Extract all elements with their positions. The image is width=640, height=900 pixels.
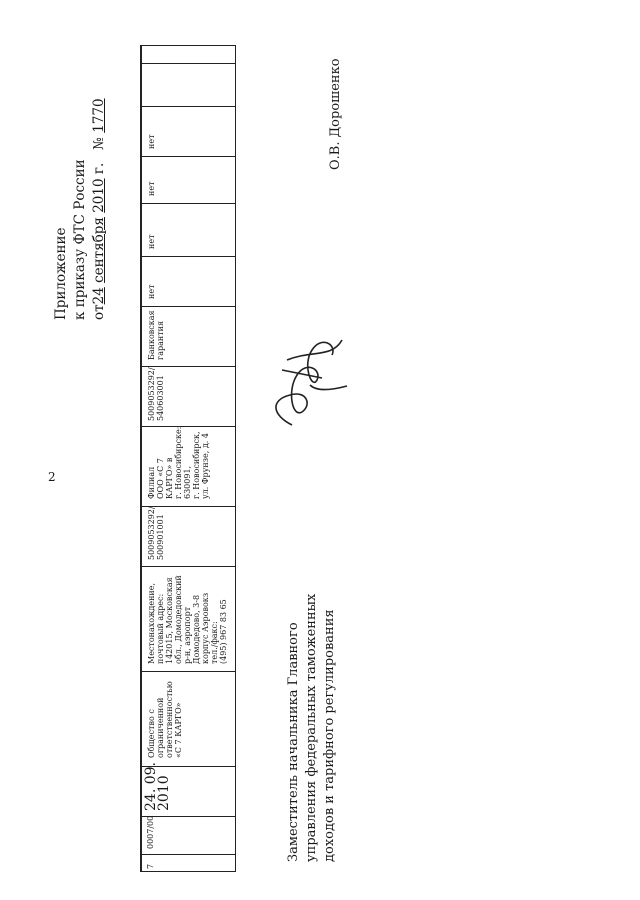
col-c-value: нет [147,181,156,196]
guarantee-type: Банковская гарантия [147,310,165,360]
inn-kpp-1: 5009053292/ 500901001 [147,506,165,560]
branch-info: Филиал ООО «С 7 КАРГО» в г. Новосибирске: 630091, г. Новосибирск, ул. Фрунзе, д. 4 [147,426,210,499]
order-year: 2010 [91,178,107,213]
registry-date: 24. 09. 2010 [143,762,172,811]
signatory-title: Заместитель начальника Главного управления федеральных таможенных доходов и тарифного регулирования [286,593,337,862]
registry-table [140,45,236,872]
appendix-order-ref: к приказу ФТС России [72,159,88,320]
col-b-value: нет [147,234,156,249]
org-name: Общество с ограниченной ответственностью «С 7 КАРГО» [147,681,183,758]
signature-image [262,320,352,430]
appendix-header [52,98,109,320]
appendix-date-line: от24 сентября 2010 г. № 1770 [91,98,107,320]
appendix-title: Приложение [53,227,69,320]
order-day: 24 [91,287,107,305]
registry-number: 0007/00 [146,815,155,849]
inn-kpp-2: 5009053292/ 540603001 [147,367,165,421]
order-number: 1770 [91,98,107,133]
org-address: Местонахождение, почтовый адрес: 142015, Московская обл., Домодедовский р-н, аэропорт Домодедово, 3-8 корпус Аэровокз тел./факс: (495) 967 83 65 [147,575,228,664]
signatory-name: О.В. Дорошенко [328,58,343,170]
col-a-value: нет [147,284,156,299]
page-number: 2 [48,470,56,484]
order-month: сентября [91,217,107,283]
row-index: 7 [146,863,155,869]
col-d-value: нет [147,134,156,149]
